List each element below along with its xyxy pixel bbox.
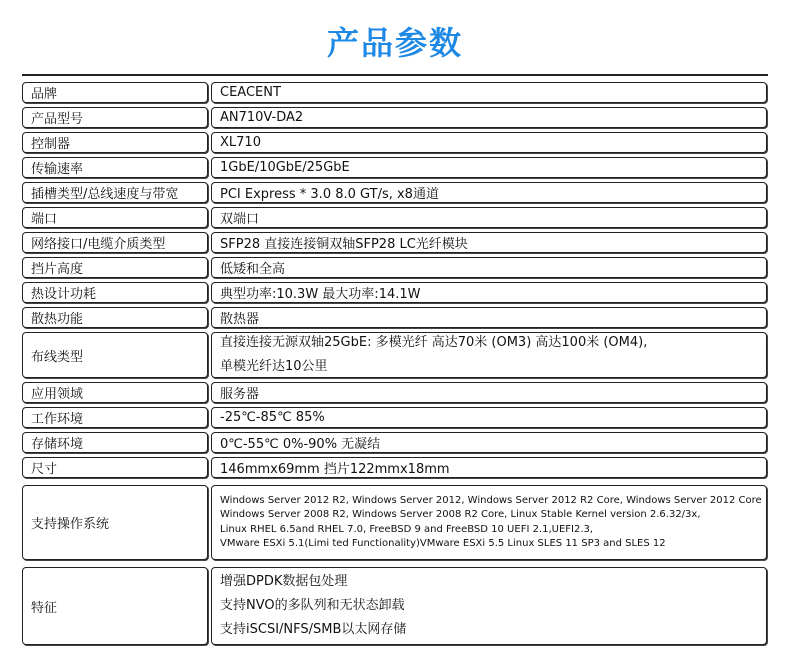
spec-value-model: AN710V-DA2 — [211, 107, 767, 128]
spec-label-brand: 品牌 — [22, 82, 208, 103]
spec-value-cabling — [211, 332, 767, 378]
divider — [22, 74, 768, 76]
spec-value-application: 服务器 — [211, 382, 767, 403]
spec-value-dimensions: 146mmx69mm 挡片122mmx18mm — [211, 457, 767, 478]
spec-value-line: Linux RHEL 6.5and RHEL 7.0, FreeBSD 9 and FreeBSD 10 UEFI 2.1,UEFI2.3, — [220, 523, 594, 535]
spec-label-speed: 传输速率 — [22, 157, 208, 178]
spec-label-ports: 端口 — [22, 207, 208, 228]
spec-value-line: 增强DPDK数据包处理 — [220, 574, 348, 589]
spec-value-line: Windows Server 2008 R2, Windows Server 2008 R2 Core, Linux Stable Kernel version 2.6.32/3x, — [220, 509, 701, 520]
spec-value-line: 支持NVO的多队列和无状态卸载 — [220, 598, 405, 613]
spec-label-storage-env: 存储环境 — [22, 432, 208, 453]
spec-label-cooling: 散热功能 — [22, 307, 208, 328]
spec-value-line: VMware ESXi 5.1(Limi ted Functionality)VMware ESXi 5.5 Linux SLES 11 SP3 and SLES 12 — [220, 538, 666, 549]
spec-label-interface: 网络接口/电缆介质类型 — [22, 232, 208, 253]
spec-label-slot: 插槽类型/总线速度与带宽 — [22, 182, 208, 203]
spec-value-line: 直接连接无源双轴25GbE: 多模光纤 高达70米 (OM3) 高达100米 (OM4), — [220, 335, 648, 350]
spec-value-interface: SFP28 直接连接铜双轴SFP28 LC光纤模块 — [211, 232, 767, 253]
spec-value-features — [211, 567, 767, 645]
spec-value-brand: CEACENT — [211, 82, 767, 103]
spec-label-application: 应用领域 — [22, 382, 208, 403]
spec-label-cabling: 布线类型 — [22, 332, 208, 378]
spec-label-model: 产品型号 — [22, 107, 208, 128]
spec-label-controller: 控制器 — [22, 132, 208, 153]
spec-value-speed: 1GbE/10GbE/25GbE — [211, 157, 767, 178]
spec-label-os: 支持操作系统 — [22, 485, 208, 560]
spec-value-controller: XL710 — [211, 132, 767, 153]
spec-value-storage-env: 0℃-55℃ 0%-90% 无凝结 — [211, 432, 767, 453]
spec-value-ports: 双端口 — [211, 207, 767, 228]
spec-value-power: 典型功率:10.3W 最大功率:14.1W — [211, 282, 767, 303]
spec-value-line: 单模光纤达10公里 — [220, 359, 328, 374]
spec-value-line: Windows Server 2012 R2, Windows Server 2012, Windows Server 2012 R2 Core, Windows Server 2012 Core — [220, 494, 762, 506]
spec-label-dimensions: 尺寸 — [22, 457, 208, 478]
spec-value-cooling: 散热器 — [211, 307, 767, 328]
spec-value-slot: PCI Express * 3.0 8.0 GT/s, x8通道 — [211, 182, 767, 203]
spec-label-bracket: 挡片高度 — [22, 257, 208, 278]
spec-value-bracket: 低矮和全高 — [211, 257, 767, 278]
spec-value-line: 支持iSCSI/NFS/SMB以太网存储 — [220, 622, 407, 637]
spec-label-power: 热设计功耗 — [22, 282, 208, 303]
spec-value-operating-env: -25℃-85℃ 85% — [211, 407, 767, 428]
spec-label-features: 特征 — [22, 567, 208, 645]
page-title: 产品参数 — [326, 24, 463, 62]
spec-value-os — [211, 485, 767, 560]
spec-label-operating-env: 工作环境 — [22, 407, 208, 428]
